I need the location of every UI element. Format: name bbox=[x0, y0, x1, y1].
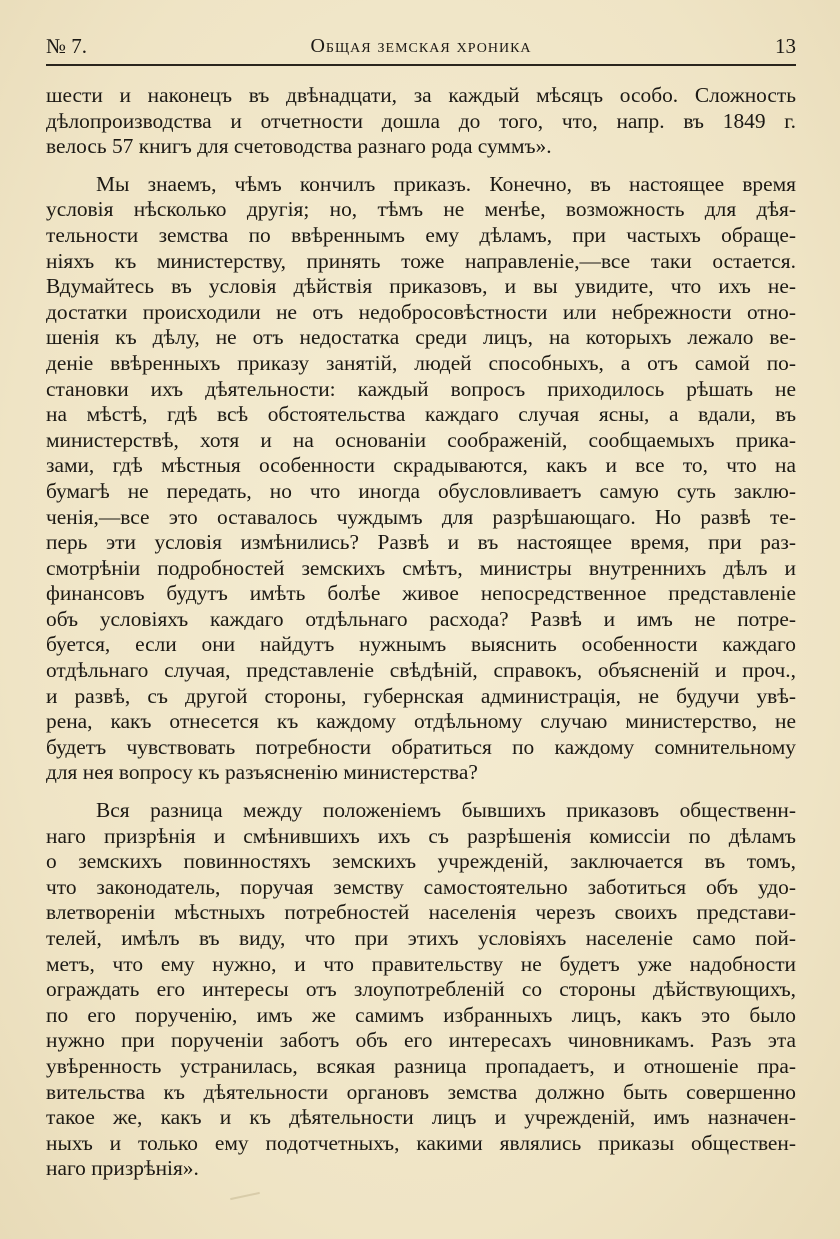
text-line: дѣлопроизводства и отчетности дошла до того, что, напр. въ 1849 г. bbox=[46, 108, 796, 133]
text-line: деніе ввѣренныхъ приказу занятій, людей способныхъ, а отъ самой по- bbox=[46, 350, 796, 375]
running-header bbox=[46, 30, 796, 66]
text-line: наго призрѣнія и смѣнившихъ ихъ съ разрѣшенія комиссіи по дѣламъ bbox=[46, 823, 796, 848]
text-line: перь эти условія измѣнились? Развѣ и въ настоящее время, при раз- bbox=[46, 530, 796, 555]
paragraph bbox=[46, 83, 796, 160]
text-line: увѣренность устранилась, всякая разница пропадаетъ, и отношеніе пра- bbox=[46, 1053, 796, 1078]
text-line: вительства къ дѣятельности органовъ земства должно быть совершенно bbox=[46, 1079, 796, 1104]
text-line: становки ихъ дѣятельности: каждый вопросъ приходилось рѣшать не bbox=[46, 376, 796, 401]
text-line: буется, если они найдутъ нужнымъ выяснить особенности каждаго bbox=[46, 632, 796, 657]
text-line: рена, какъ отнесется къ каждому отдѣльному случаю министерство, не bbox=[46, 709, 796, 734]
text-line: Вдумайтесь въ условія дѣйствія приказовъ, и вы увидите, что ихъ не- bbox=[46, 274, 796, 299]
text-line: на мѣстѣ, гдѣ всѣ обстоятельства каждаго случая ясны, а вдали, въ bbox=[46, 402, 796, 427]
text-line: такое же, какъ и къ дѣятельности лицъ и учрежденій, имъ назначен- bbox=[46, 1105, 796, 1130]
text-line: бумагѣ не передать, но что иногда обусловливаетъ самую суть заклю- bbox=[46, 478, 796, 503]
issue-number: № 7. bbox=[46, 34, 88, 58]
text-line: шенія къ дѣлу, не отъ недостатка среди лицъ, на которыхъ лежало ве- bbox=[46, 325, 796, 350]
text-line: о земскихъ повинностяхъ земскихъ учрежденій, заключается въ томъ, bbox=[46, 849, 796, 874]
text-line: ныхъ и только ему подотчетныхъ, какими являлись приказы обществен- bbox=[46, 1130, 796, 1155]
text-line: нужно при порученіи заботъ объ его интересахъ чиновникамъ. Разъ эта bbox=[46, 1028, 796, 1053]
text-line: зами, гдѣ мѣстныя особенности скрадываются, какъ и все то, что на bbox=[46, 453, 796, 478]
text-line: финансовъ будутъ имѣть болѣе живое непосредственное представленіе bbox=[46, 581, 796, 606]
text-line: для нея вопросу къ разъясненію министерства? bbox=[46, 760, 478, 785]
text-line: тельности земства по ввѣреннымъ ему дѣламъ, при частыхъ обраще- bbox=[46, 222, 796, 247]
paragraph bbox=[46, 172, 796, 786]
text-line: влетвореніи мѣстныхъ потребностей населенія черезъ своихъ представи- bbox=[46, 900, 796, 925]
text-line: объ условіяхъ каждаго отдѣльнаго расхода? Развѣ и имъ не потре- bbox=[46, 606, 796, 631]
text-line: условія нѣсколько другія; но, тѣмъ не менѣе, возможность для дѣя- bbox=[46, 197, 796, 222]
text-line: будетъ чувствовать потребности обратиться по каждому сомнительному bbox=[46, 734, 796, 759]
text-line: шести и наконецъ въ двѣнадцати, за каждый мѣсяцъ особо. Сложность bbox=[46, 83, 796, 107]
text-line: велось 57 книгъ для счетоводства разнаго рода суммъ». bbox=[46, 134, 552, 159]
text-line: отдѣльнаго случая, представленіе свѣдѣній, справокъ, объясненій и проч., bbox=[46, 658, 796, 683]
section-title: Общая земская хроника bbox=[310, 35, 532, 57]
text-line: смотрѣніи подробностей земскихъ смѣтъ, министры внутреннихъ дѣлъ и bbox=[46, 555, 796, 580]
text-line: телей, имѣлъ въ виду, что при этихъ условіяхъ населеніе само пой- bbox=[46, 926, 796, 950]
body-text bbox=[46, 83, 796, 1182]
text-line: метъ, что ему нужно, и что правительству не будетъ уже надобности bbox=[46, 951, 796, 976]
text-line: что законодатель, поручая земству самостоятельно заботиться объ удо- bbox=[46, 874, 796, 899]
text-line: по его порученію, имъ же самимъ избранныхъ лицъ, какъ это было bbox=[46, 1002, 796, 1027]
text-line: ограждать его интересы отъ злоупотребленій со стороны дѣйствующихъ, bbox=[46, 977, 796, 1002]
text-line: достатки происходили не отъ недобросовѣстности или небрежности отно- bbox=[46, 299, 796, 324]
paper-mark bbox=[230, 1192, 260, 1200]
paragraph bbox=[46, 798, 796, 1182]
text-line: ніяхъ къ министерству, принять тоже направленіе,—все таки остается. bbox=[46, 248, 796, 273]
text-line: Вся разница между положеніемъ бывшихъ приказовъ общественн- bbox=[96, 798, 796, 823]
page-number: 13 bbox=[775, 34, 796, 58]
text-line: Мы знаемъ, чѣмъ кончилъ приказъ. Конечно, въ настоящее время bbox=[96, 171, 796, 196]
text-line: министерствѣ, хотя и на основаніи соображеній, сообщаемыхъ прика- bbox=[46, 427, 796, 452]
text-line: наго призрѣнія». bbox=[46, 1156, 199, 1181]
text-line: и развѣ, съ другой стороны, губернская администрація, не будучи увѣ- bbox=[46, 683, 796, 708]
text-line: ченія,—все это оставалось чуждымъ для разрѣшающаго. Но развѣ те- bbox=[46, 504, 796, 529]
